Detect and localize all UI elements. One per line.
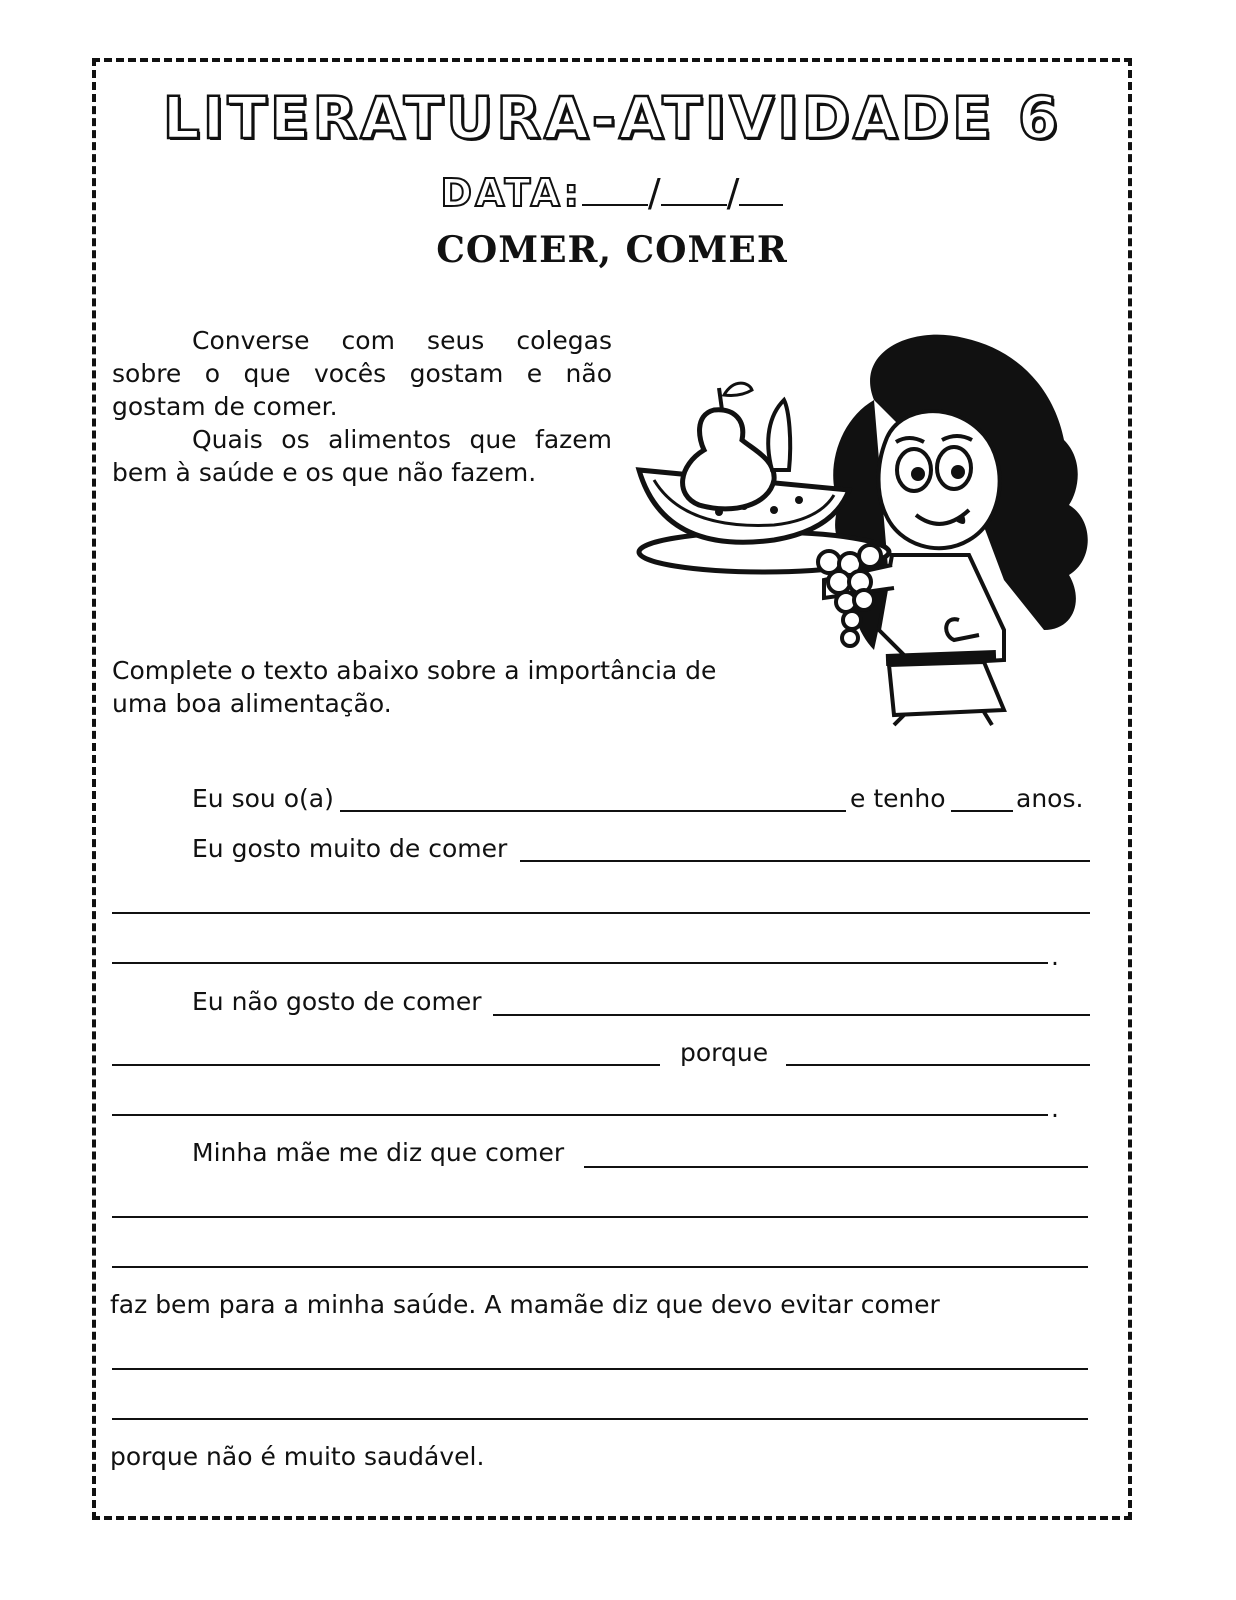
label-nao-gosto-de-comer: Eu não gosto de comer xyxy=(192,987,482,1016)
label-porque: porque xyxy=(680,1038,769,1067)
likes-blank[interactable] xyxy=(520,860,1090,862)
name-blank[interactable] xyxy=(340,810,846,812)
dislikes-blank[interactable] xyxy=(493,1014,1090,1016)
dislikes-blank-line-2[interactable] xyxy=(112,1064,660,1066)
label-gosto-de-comer: Eu gosto muito de comer xyxy=(192,834,508,863)
label-porque-nao-saudavel: porque não é muito saudável. xyxy=(110,1442,485,1471)
worksheet-subtitle: COMER, COMER xyxy=(436,229,788,271)
label-faz-bem: faz bem para a minha saúde. A mamãe diz que devo evitar comer xyxy=(110,1290,940,1319)
reason-blank-line-2[interactable] xyxy=(112,1114,1048,1116)
intro-text xyxy=(112,324,612,489)
likes-blank-line-3[interactable] xyxy=(112,962,1048,964)
instruction-text: Complete o texto abaixo sobre a importância de uma boa alimentação. xyxy=(112,656,717,718)
intro-paragraph-2: Quais os alimentos que fazem bem à saúde e os que não fazem. xyxy=(112,425,612,487)
worksheet-title: LITERATURA-ATIVIDADE 6 xyxy=(162,84,1062,152)
likes-blank-line-2[interactable] xyxy=(112,912,1090,914)
mother-says-blank-line-3[interactable] xyxy=(112,1266,1088,1268)
label-e-tenho: e tenho xyxy=(850,784,946,813)
period: . xyxy=(1051,1094,1059,1123)
mother-says-blank-line-2[interactable] xyxy=(112,1216,1088,1218)
mother-says-blank[interactable] xyxy=(584,1166,1088,1168)
period: . xyxy=(1051,942,1059,971)
date-month-field[interactable] xyxy=(661,172,727,206)
date-label: DATA: xyxy=(440,171,582,215)
reason-blank[interactable] xyxy=(786,1064,1090,1066)
label-anos: anos. xyxy=(1016,784,1084,813)
intro-paragraph-1: Converse com seus colegas sobre o que vocês gostam e não gostam de comer. xyxy=(112,326,612,421)
avoid-blank[interactable] xyxy=(112,1368,1088,1370)
date-separator: / xyxy=(726,171,740,215)
date-day-field[interactable] xyxy=(582,172,648,206)
date-separator: / xyxy=(647,171,661,215)
age-blank[interactable] xyxy=(951,810,1013,812)
avoid-blank-line-2[interactable] xyxy=(112,1418,1088,1420)
label-eu-sou: Eu sou o(a) xyxy=(192,784,334,813)
date-year-field[interactable] xyxy=(739,172,783,206)
date-row xyxy=(96,170,1128,216)
label-minha-mae: Minha mãe me diz que comer xyxy=(192,1138,565,1167)
worksheet-border xyxy=(92,58,1132,1520)
